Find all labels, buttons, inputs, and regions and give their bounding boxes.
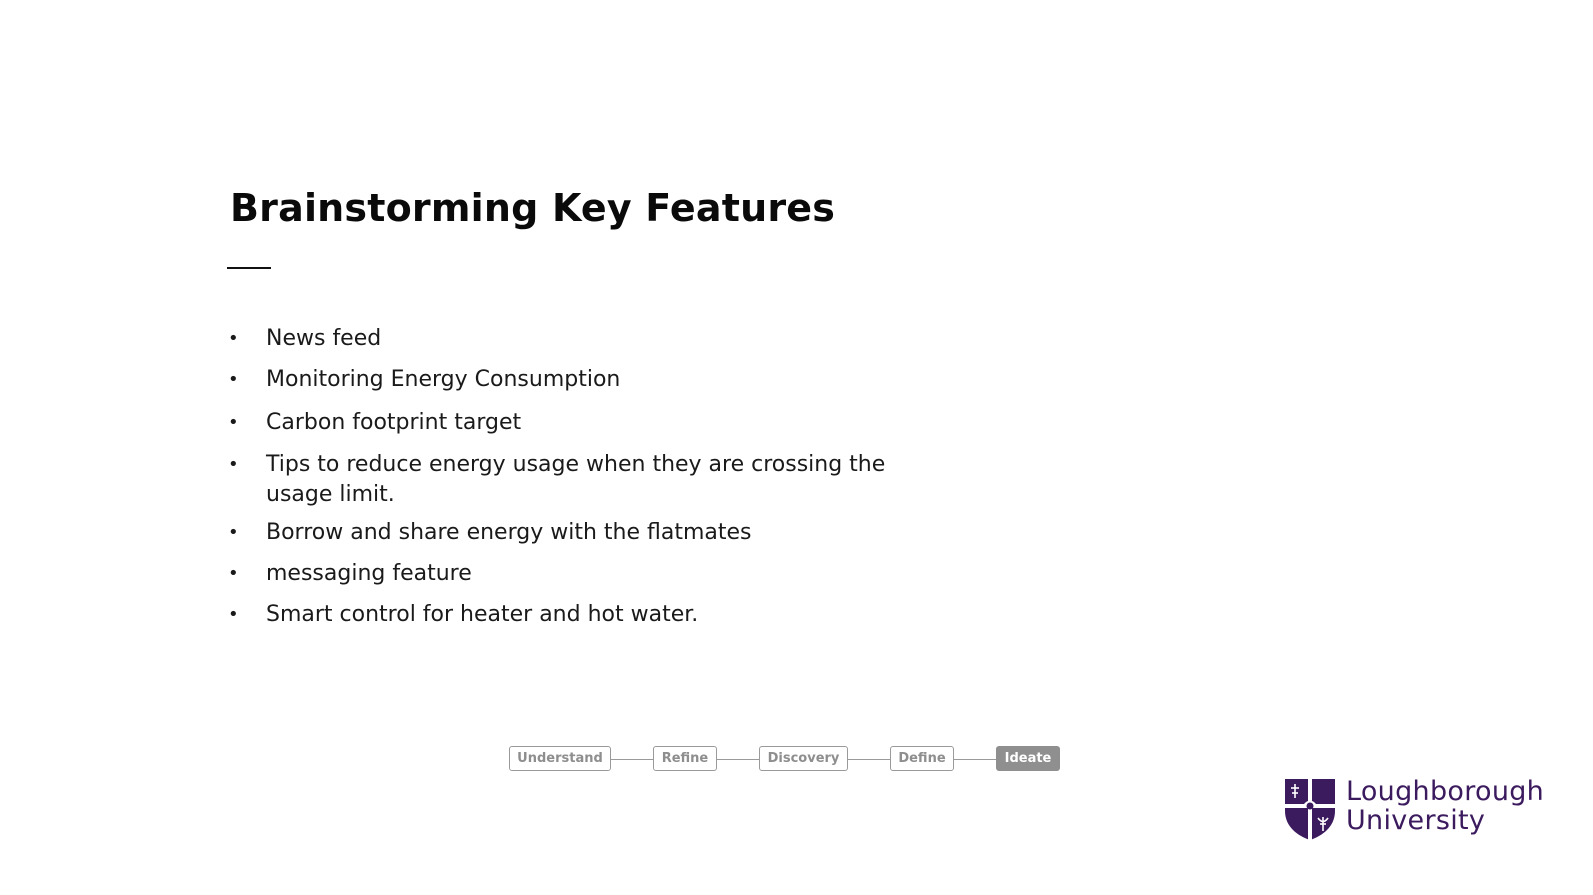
stage-understand[interactable]: Understand	[509, 746, 611, 771]
list-item-text: messaging feature	[266, 561, 472, 586]
list-item-text: Smart control for heater and hot water.	[266, 602, 699, 627]
stage-connector	[611, 759, 653, 760]
list-item	[228, 324, 948, 354]
title-underline	[227, 267, 271, 269]
list-item-text: Monitoring Energy Consumption	[266, 367, 621, 392]
bullet-marker: •	[228, 412, 239, 433]
bullet-marker: •	[228, 454, 239, 475]
bullet-marker: •	[228, 604, 239, 625]
university-wordmark	[1346, 777, 1544, 835]
stage-connector	[717, 759, 759, 760]
wordmark-line-1: Loughborough	[1346, 776, 1545, 807]
process-stage-tracker	[509, 746, 1069, 773]
stage-connector	[954, 759, 996, 760]
list-item	[228, 408, 948, 438]
stage-connector	[848, 759, 890, 760]
stage-refine[interactable]: Refine	[653, 746, 717, 771]
list-item-text: News feed	[266, 326, 382, 351]
bullet-marker: •	[228, 563, 239, 584]
list-item	[228, 559, 948, 589]
list-item	[228, 450, 948, 510]
wordmark-line-2: University	[1346, 805, 1486, 836]
list-item-text: Tips to reduce energy usage when they are crossing the usage limit.	[266, 452, 886, 507]
list-item	[228, 518, 948, 548]
university-logo	[1284, 776, 1545, 843]
bullet-marker: •	[228, 328, 239, 349]
stage-define[interactable]: Define	[890, 746, 954, 771]
university-crest-icon	[1284, 777, 1336, 841]
list-item	[228, 365, 948, 395]
bullet-marker: •	[228, 522, 239, 543]
list-item-text: Carbon footprint target	[266, 410, 522, 435]
stage-discovery[interactable]: Discovery	[759, 746, 848, 771]
bullet-marker: •	[228, 369, 239, 390]
list-item-text: Borrow and share energy with the flatmates	[266, 520, 752, 545]
stage-ideate-active[interactable]: Ideate	[996, 746, 1060, 771]
slide-title: Brainstorming Key Features	[230, 186, 836, 230]
list-item	[228, 600, 948, 630]
